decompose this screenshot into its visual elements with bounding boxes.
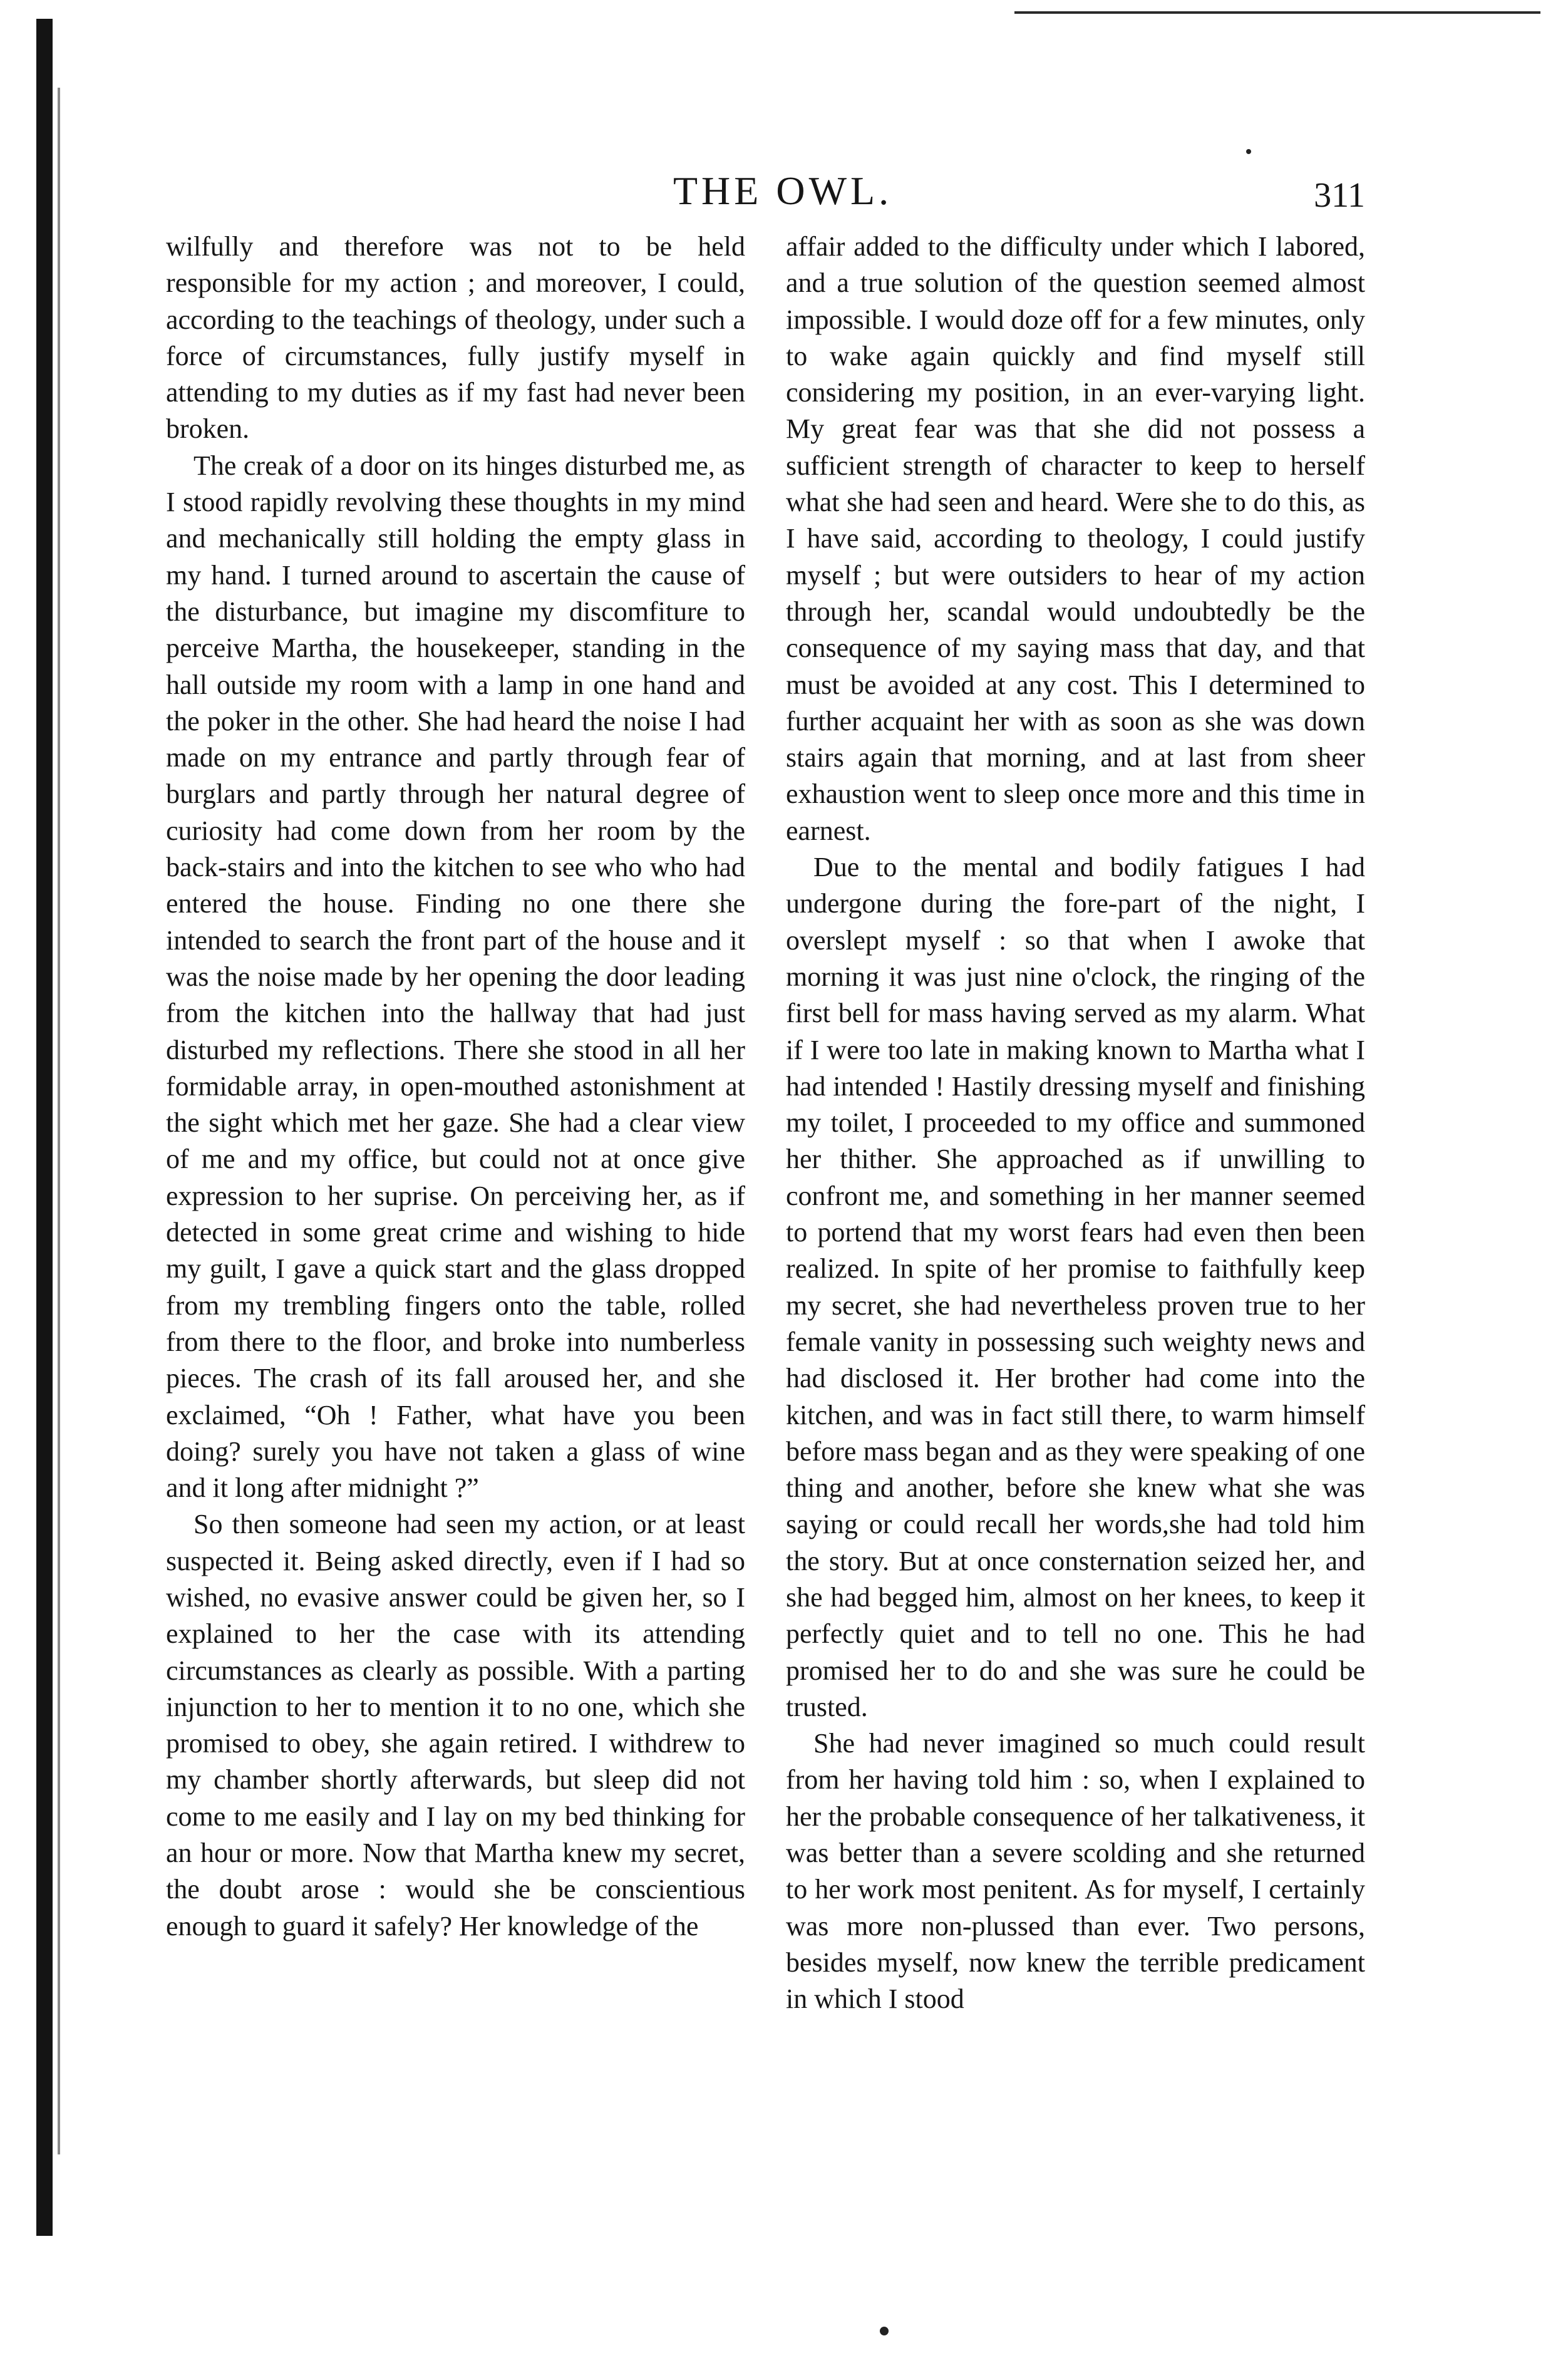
page-binding-shadow xyxy=(58,88,60,2154)
running-head xyxy=(0,162,1568,218)
page-top-edge xyxy=(1014,11,1540,14)
paragraph: The creak of a door on its hinges disturbed me, as I stood rapidly revolving these thoughts in my mind and mechanically still holding the empty glass in my hand. I turned around to ascertain the cause of the disturbance, but imagine my discomfiture to perceive Martha, the housekeeper, standing in the hall outside my room with a lamp in one hand and the poker in the other. She had heard the noise I had made on my entrance and partly through fear of burglars and partly through her natural degree of curiosity had come down from her room by the back-stairs and into the kitchen to see who who had entered the house. Finding no one there she intended to search the front part of the house and it was the noise made by her opening the door leading from the kitchen into the hallway that had just disturbed my reflections. There she stood in all her formidable array, in open-mouthed astonishment at the sight which met her gaze. She had a clear view of me and my office, but could not at once give expression to her suprise. On perceiving her, as if detected in some great crime and wishing to hide my guilt, I gave a quick start and the glass dropped from my trembling fingers onto the table, rolled from there to the floor, and broke into numberless pieces. The crash of its fall aroused her, and she exclaimed, “Oh ! Father, what have you been doing? surely you have not taken a glass of wine and it long after midnight ?” xyxy=(166,450,745,1504)
page-number: 311 xyxy=(1314,176,1365,215)
footer-ink-mark xyxy=(880,2327,889,2335)
paragraph: affair added to the difficulty under which I labored, and a true solution of the question seemed almost impossible. I would doze off for a few minutes, only to wake again quickly and find myself still considering my position, in an ever-varying light. My great fear was that she did not possess a sufficient strength of character to keep to herself what she had seen and heard. Were she to do this, as I have said, according to theology, I could justify myself ; but were outsiders to hear of my action through her, scandal would undoubtedly be the consequence of my saying mass that day, and that must be avoided at any cost. This I determined to further acquaint her with as soon as she was down stairs again that morning, and at last from sheer exhaustion went to sleep once more and this time in earnest. xyxy=(786,231,1365,846)
running-head-title: THE OWL. xyxy=(673,168,893,213)
ink-speck xyxy=(1246,149,1251,154)
paragraph: She had never imagined so much could result from her having told him : so, when I explained to her the probable consequence of her talkativeness, it was better than a severe scolding and she returned to her work most penitent. As for myself, I certainly was more non-plussed than ever. Two persons, besides myself, now knew the terrible predicament in which I stood xyxy=(786,1728,1365,2015)
left-column xyxy=(166,229,745,2133)
paragraph: Due to the mental and bodily fatigues I had undergone during the fore-part of the night, I overslept myself : so that when I awoke that morning it was just nine o'clock, the ringing of the first bell for mass having served as my alarm. What if I were too late in making known to Martha what I had intended ! Hastily dressing myself and finishing my toilet, I proceeded to my office and summoned her thither. She approached as if unwilling to confront me, and something in her manner seemed to portend that my worst fears had even then been realized. In spite of her promise to faithfully keep my secret, she had nevertheless proven true to her female vanity in possessing such weighty news and had disclosed it. Her brother had come into the kitchen, and was in fact still there, to warm himself before mass began and as they were speaking of one thing and another, before she knew what she was saying or could recall her words,she had told him the story. But at once consternation seized her, and she had begged him, almost on her knees, to keep it perfectly quiet and to tell no one. This he had promised her to do and she was sure he could be trusted. xyxy=(786,852,1365,1722)
page-binding-edge xyxy=(36,19,53,2236)
paragraph: So then someone had seen my action, or at least suspected it. Being asked directly, even if I had so wished, no evasive answer could be given her, so I explained to her the case with its attending circumstances as clearly as possible. With a parting injunction to her to mention it to no one, which she promised to obey, she again retired. I withdrew to my chamber shortly afterwards, but sleep did not come to me easily and I lay on my bed thinking for an hour or more. Now that Martha knew my secret, the doubt arose : would she be conscientious enough to guard it safely? Her knowledge of the xyxy=(166,1509,745,1941)
right-column xyxy=(786,229,1365,2133)
paragraph: wilfully and therefore was not to be held responsible for my action ; and moreover, I could, according to the teachings of theology, under such a force of circumstances, fully justify myself in attending to my duties as if my fast had never been broken. xyxy=(166,231,745,445)
